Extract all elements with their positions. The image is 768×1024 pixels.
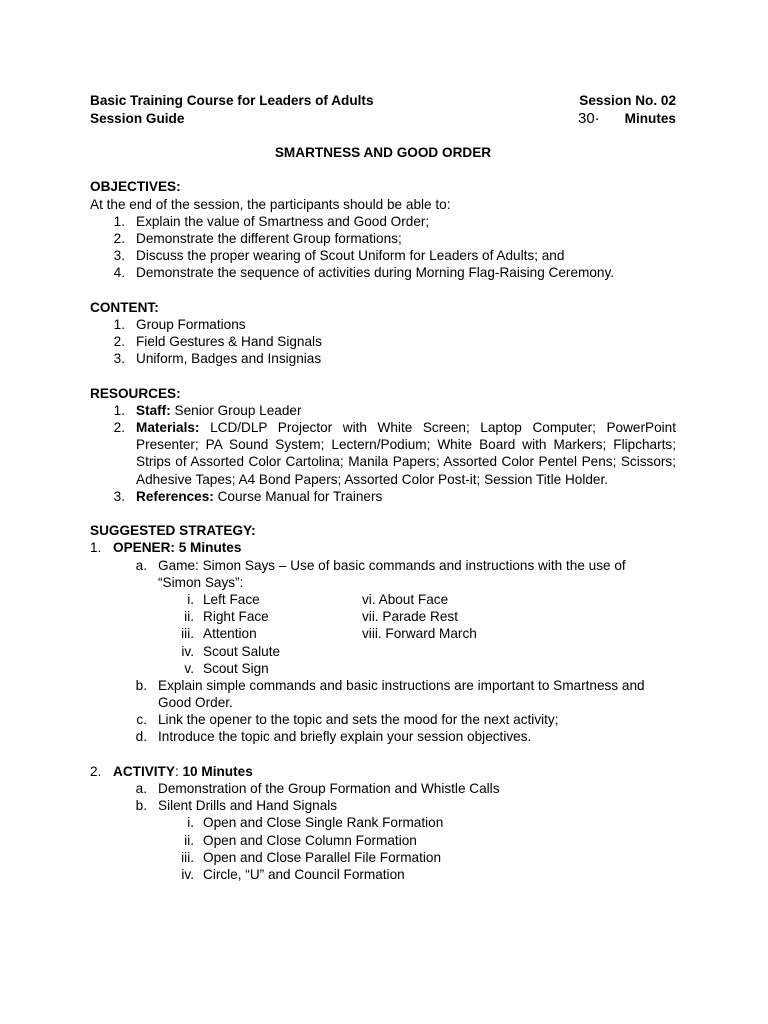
resource-references [90, 488, 676, 505]
command-item [362, 625, 477, 642]
objective-item [90, 264, 676, 281]
drill-text: Open and Close Column Formation [203, 832, 417, 848]
spacer [90, 161, 676, 178]
resource-staff [90, 402, 676, 419]
materials-text: LCD/DLP Projector with White Screen; Laptop Computer; PowerPoint [210, 420, 677, 436]
content-heading: CONTENT: [90, 299, 159, 315]
objective-text: Demonstrate the sequence of activities during Morning Flag-Raising Ceremony. [136, 265, 615, 281]
resource-label: References: [136, 488, 214, 504]
step-line: Explain simple commands and basic instructions are important to Smartness and [158, 677, 645, 693]
strategy-heading: SUGGESTED STRATEGY: [90, 523, 256, 539]
command-numeral: vi. [362, 591, 376, 607]
command-text: Right Face [203, 609, 269, 625]
command-text: Parade Rest [382, 609, 458, 625]
opener-step [90, 677, 676, 711]
step-line: Good Order. [158, 695, 233, 711]
resource-materials [90, 419, 676, 488]
command-text: Forward March [385, 626, 477, 642]
resource-label: Materials: [136, 420, 200, 436]
simon-says-commands [90, 591, 676, 677]
resources-heading: RESOURCES: [90, 385, 181, 401]
command-numeral: i. [187, 591, 194, 607]
spacer [90, 368, 676, 385]
opener-step [90, 557, 676, 591]
objectives-heading: OBJECTIVES: [90, 179, 181, 195]
content-item [90, 316, 676, 333]
step-letter: c. [136, 712, 147, 728]
activity-duration: 10 Minutes [182, 763, 253, 779]
objective-text: Explain the value of Smartness and Good Order; [136, 213, 430, 229]
drill-text: Open and Close Parallel File Formation [203, 849, 442, 865]
content-text: Field Gestures & Hand Signals [136, 334, 322, 350]
command-numeral: viii. [362, 626, 382, 642]
drill-numeral: iii. [181, 849, 194, 865]
command-text: Attention [203, 626, 257, 642]
objective-number: 3. [113, 248, 125, 264]
objective-number: 4. [113, 265, 125, 281]
command-text: About Face [378, 591, 449, 607]
step-line: Game: Simon Says – Use of basic commands and instructions with the use of [158, 557, 626, 573]
session-number: Session No. 02 [579, 93, 676, 109]
content-item [90, 350, 676, 367]
drill-numeral: ii. [184, 832, 194, 848]
drill-numeral: i. [187, 815, 194, 831]
step-text: Introduce the topic and briefly explain your session objectives. [158, 729, 532, 745]
activity-step [90, 780, 676, 797]
drill-numeral: iv. [181, 867, 194, 883]
spacer [90, 505, 676, 522]
step-letter: a. [135, 557, 147, 573]
materials-line: Adhesive Tapes; A4 Bond Papers; Assorted Color Post-it; Session Title Holder. [136, 471, 609, 487]
step-letter: b. [135, 677, 147, 693]
step-line: “Simon Says”: [158, 574, 244, 590]
command-item [90, 660, 676, 677]
step-letter: a. [135, 781, 147, 797]
drill-item [90, 849, 676, 866]
activity-label: ACTIVITY [113, 763, 175, 779]
command-numeral: v. [184, 660, 194, 676]
objective-number: 2. [113, 230, 125, 246]
command-numeral: iii. [181, 626, 194, 642]
drill-text: Open and Close Single Rank Formation [203, 815, 444, 831]
resource-text: Senior Group Leader [174, 402, 302, 418]
duration-value: 30· [578, 109, 600, 127]
activity-separator: : [174, 763, 179, 779]
content-number: 3. [113, 351, 125, 367]
content-item [90, 333, 676, 350]
objective-item [90, 230, 676, 247]
resource-text: Course Manual for Trainers [217, 488, 383, 504]
objective-text: Demonstrate the different Group formations; [136, 230, 402, 246]
strategy-number: 2. [90, 763, 102, 779]
step-letter: b. [135, 798, 147, 814]
objective-number: 1. [113, 213, 125, 229]
drill-item [90, 866, 676, 883]
command-text: Left Face [203, 591, 260, 607]
command-text: Scout Sign [203, 660, 269, 676]
command-numeral: ii. [184, 609, 194, 625]
opener-label: OPENER: 5 Minutes [113, 540, 242, 556]
content-text: Uniform, Badges and Insignias [136, 351, 322, 367]
spacer [90, 282, 676, 299]
duration-unit: Minutes [624, 110, 676, 126]
strategy-opener [90, 539, 676, 556]
drill-item [90, 814, 676, 831]
resource-number: 2. [113, 420, 125, 436]
command-text: Scout Salute [203, 643, 281, 659]
content-number: 1. [113, 316, 125, 332]
opener-step [90, 728, 676, 745]
content-number: 2. [113, 334, 125, 350]
session-title: SMARTNESS AND GOOD ORDER [274, 144, 492, 160]
objective-item [90, 247, 676, 264]
resource-label: Staff: [136, 402, 171, 418]
objectives-intro: At the end of the session, the participants should be able to: [90, 196, 451, 212]
spacer [90, 746, 676, 763]
objective-item [90, 213, 676, 230]
step-letter: d. [135, 729, 147, 745]
materials-line [136, 419, 676, 436]
step-text: Link the opener to the topic and sets the mood for the next activity; [158, 712, 559, 728]
spacer [90, 127, 676, 144]
materials-line: Presenter; PA Sound System; Lectern/Podium; White Board with Markers; Flipcharts; [136, 437, 676, 453]
session-guide-page [90, 92, 676, 883]
command-numeral: vii. [362, 609, 379, 625]
session-duration [574, 110, 676, 127]
objective-text: Discuss the proper wearing of Scout Uniform for Leaders of Adults; and [136, 248, 565, 264]
step-text: Silent Drills and Hand Signals [158, 798, 338, 814]
materials-line: Strips of Assorted Color Cartolina; Manila Papers; Assorted Color Pentel Pens; Scissors; [136, 454, 676, 470]
resource-number: 1. [113, 402, 125, 418]
course-title: Basic Training Course for Leaders of Adults [90, 93, 374, 109]
drill-text: Circle, “U” and Council Formation [203, 867, 405, 883]
drill-item [90, 832, 676, 849]
opener-step [90, 711, 676, 728]
command-item [362, 591, 477, 608]
command-numeral: iv. [181, 643, 194, 659]
strategy-number: 1. [90, 540, 102, 556]
command-item [362, 608, 477, 625]
header-row-guide [90, 110, 676, 127]
header-row-course [90, 92, 676, 109]
command-item [90, 643, 676, 660]
strategy-activity [90, 763, 676, 780]
resource-number: 3. [113, 488, 125, 504]
activity-step [90, 797, 676, 814]
document-type: Session Guide [90, 110, 185, 126]
commands-right-column [362, 591, 477, 643]
step-text: Demonstration of the Group Formation and Whistle Calls [158, 781, 500, 797]
content-text: Group Formations [136, 316, 246, 332]
